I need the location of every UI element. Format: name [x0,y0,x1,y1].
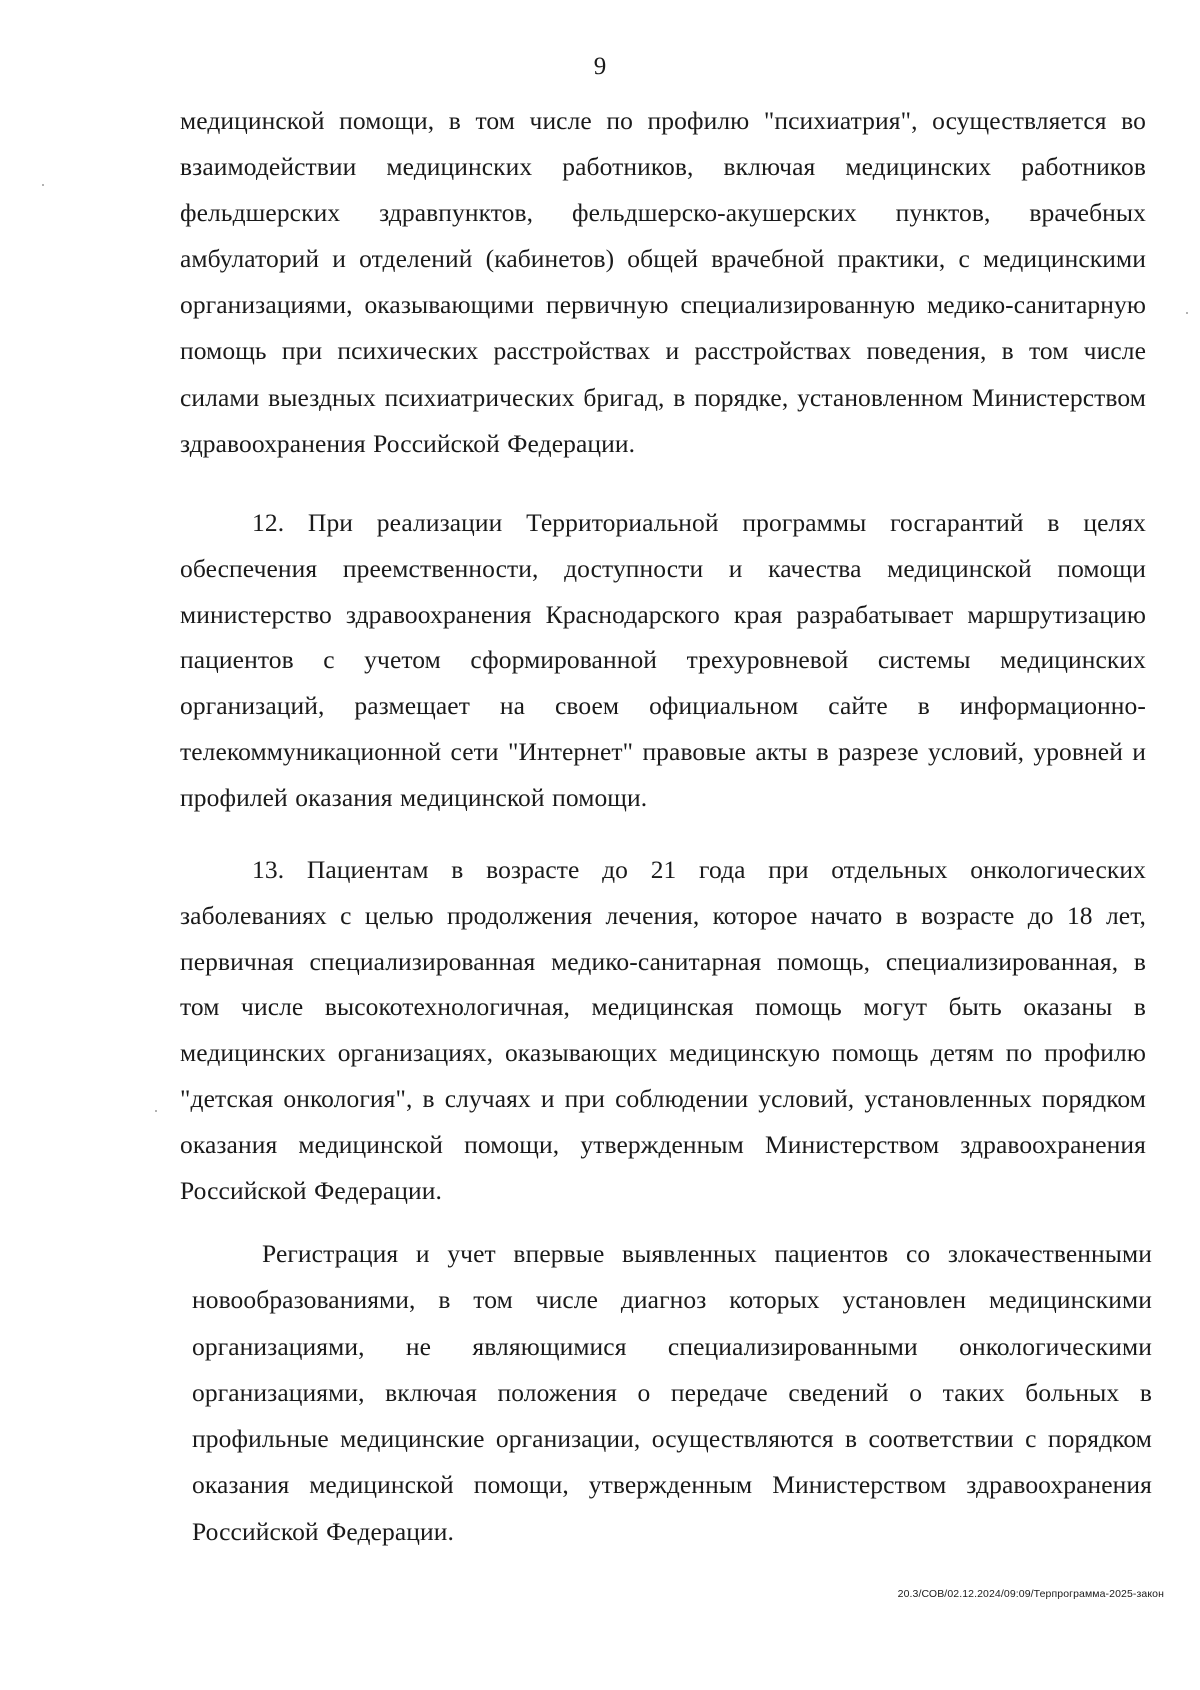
paragraph-continuation: медицинской помощи, в том числе по профилю "психиатрия", осуществляется во взаимодействии медицинских работников, включая медицинских работников фельдшерских здравпунктов, фельдшерско-акушерских пунктов, врачебных амбулаторий и отделений (кабинетов) общей врачебной практики, с медицинскими организациями, оказывающими первичную специализированную медико-санитарную помощь при психических расстройствах и расстройствах поведения, в том числе силами выездных психиатрических бригад, в порядке, установленном Министерством здравоохранения Российской Федерации. [180,106,1146,458]
scan-speck [1186,312,1188,314]
paragraph-item-13: 13. Пациентам в возрасте до 21 года при отдельных онкологических заболеваниях с целью продолжения лечения, которое начато в возрасте до 18 лет, первичная специализированная медико-санитарная помощь, специализированная, в том числе высокотехнологичная, медицинская помощь могут быть оказаны в медицинских организациях, оказывающих медицинскую помощь детям по профилю "детская онкология", в случаях и при соблюдении условий, установленных порядком оказания медицинской помощи, утвержденным Министерством здравоохранения Российской Федерации. [180,855,1146,1205]
scan-speck [42,184,44,186]
document-footer-code: 20.3/СОВ/02.12.2024/09:09/Терпрограмма-2025-закон [897,1588,1164,1600]
paragraph-registration: Регистрация и учет впервые выявленных пациентов со злокачественными новообразованиями, в том числе диагноз которых установлен медицинскими организациями, не являющимися специализированными онкологическими организациями, включая положения о передаче сведений о таких больных в профильные медицинские организации, осуществляются в соответствии с порядком оказания медицинской помощи, утвержденным Министерством здравоохранения Российской Федерации. [192,1239,1152,1546]
paragraph-item-12: 12. При реализации Территориальной программы госгарантий в целях обеспечения преемственности, доступности и качества медицинской помощи министерство здравоохранения Краснодарского края разрабатывает маршрутизацию пациентов с учетом сформированной трехуровневой системы медицинских организаций, размещает на своем официальном сайте в информационно-телекоммуникационной сети "Интернет" правовые акты в разрезе условий, уровней и профилей оказания медицинской помощи. [180,508,1146,812]
scan-speck [155,1110,157,1112]
page-number: 9 [593,53,607,80]
